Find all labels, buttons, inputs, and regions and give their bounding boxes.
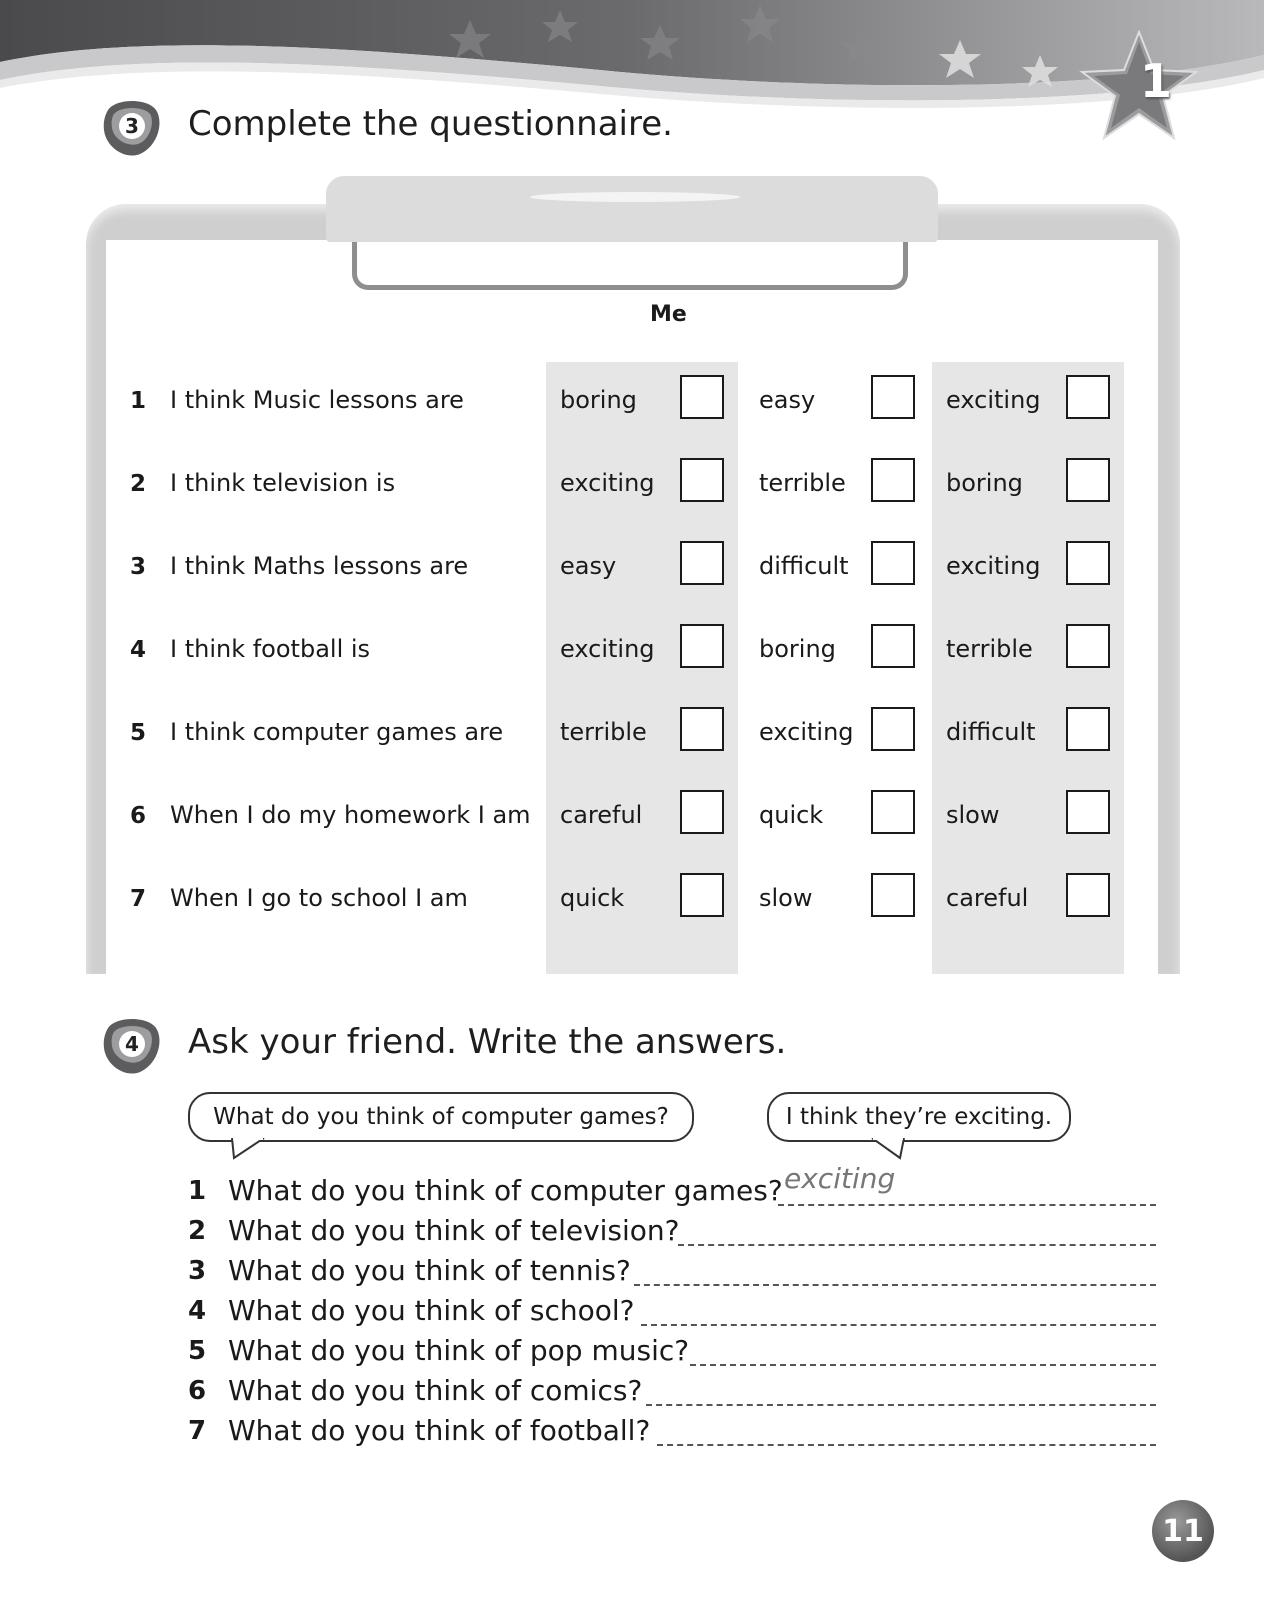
option-label: quick [560, 884, 625, 912]
speech-bubble-answer: I think they’re exciting. [767, 1092, 1071, 1142]
option-label: exciting [560, 635, 655, 663]
option-checkbox[interactable] [1066, 707, 1110, 751]
option-label: exciting [946, 386, 1041, 414]
question-text: What do you think of comics? [228, 1374, 643, 1407]
speech-bubble-question: What do you think of computer games? [188, 1092, 694, 1142]
question-number: 7 [188, 1416, 207, 1446]
bubble-tail-icon [870, 1138, 910, 1162]
option-label: easy [560, 552, 617, 580]
question-number: 5 [188, 1336, 207, 1366]
option-checkbox[interactable] [680, 790, 724, 834]
row-statement: I think computer games are [170, 718, 504, 746]
question-text: What do you think of pop music? [228, 1334, 690, 1367]
option-label: easy [759, 386, 816, 414]
option-label: boring [946, 469, 1023, 497]
row-number: 5 [130, 720, 147, 746]
option-label: exciting [759, 718, 854, 746]
exercise-4-badge [100, 1014, 164, 1078]
answer-field[interactable] [778, 1204, 1156, 1206]
clipboard-clip-ring [352, 242, 908, 290]
question-number: 1 [188, 1176, 207, 1206]
question-number: 2 [188, 1216, 207, 1246]
row-number: 7 [130, 886, 147, 912]
option-checkbox[interactable] [1066, 873, 1110, 917]
option-checkbox[interactable] [871, 375, 915, 419]
option-label: slow [759, 884, 813, 912]
clipboard-clip [326, 176, 938, 242]
option-checkbox[interactable] [680, 707, 724, 751]
question-text: What do you think of football? [228, 1414, 651, 1447]
row-number: 4 [130, 637, 147, 663]
option-checkbox[interactable] [680, 873, 724, 917]
row-number: 3 [130, 554, 147, 580]
answer-field[interactable] [690, 1364, 1156, 1366]
option-checkbox[interactable] [871, 707, 915, 751]
option-checkbox[interactable] [1066, 624, 1110, 668]
exercise-3-badge [100, 96, 164, 160]
row-statement: When I do my homework I am [170, 801, 531, 829]
row-number: 6 [130, 803, 147, 829]
option-checkbox[interactable] [871, 624, 915, 668]
row-number: 2 [130, 471, 147, 497]
answer-field[interactable] [634, 1284, 1156, 1286]
option-label: exciting [946, 552, 1041, 580]
answer-field[interactable] [641, 1324, 1156, 1326]
answer-field[interactable] [657, 1444, 1156, 1446]
option-checkbox[interactable] [1066, 375, 1110, 419]
unit-number: 1 [1139, 54, 1172, 108]
option-checkbox[interactable] [1066, 790, 1110, 834]
row-statement: I think Music lessons are [170, 386, 464, 414]
option-checkbox[interactable] [871, 458, 915, 502]
option-label: quick [759, 801, 824, 829]
option-label: careful [946, 884, 1029, 912]
option-label: terrible [560, 718, 647, 746]
clip-shine [530, 192, 740, 202]
question-number: 3 [188, 1256, 207, 1286]
option-checkbox[interactable] [680, 541, 724, 585]
question-number: 4 [188, 1296, 207, 1326]
column-header-me: Me [650, 302, 687, 327]
option-label: careful [560, 801, 643, 829]
option-label: terrible [759, 469, 846, 497]
row-statement: I think football is [170, 635, 371, 663]
exercise-3-number: 3 [125, 114, 139, 138]
bubble-tail-icon [230, 1138, 270, 1162]
option-label: exciting [560, 469, 655, 497]
row-statement: I think television is [170, 469, 396, 497]
option-checkbox[interactable] [871, 541, 915, 585]
question-number: 6 [188, 1376, 207, 1406]
exercise-4-title: Ask your friend. Write the answers. [188, 1022, 787, 1062]
question-text: What do you think of tennis? [228, 1254, 631, 1287]
row-number: 1 [130, 388, 147, 414]
question-text: What do you think of computer games? [228, 1174, 783, 1207]
row-statement: I think Maths lessons are [170, 552, 469, 580]
exercise-4-number: 4 [125, 1032, 139, 1056]
option-checkbox[interactable] [871, 873, 915, 917]
option-checkbox[interactable] [680, 458, 724, 502]
option-checkbox[interactable] [871, 790, 915, 834]
row-statement: When I go to school I am [170, 884, 468, 912]
option-checkbox[interactable] [680, 624, 724, 668]
page-number: 11 [1152, 1500, 1214, 1562]
option-label: terrible [946, 635, 1033, 663]
option-checkbox[interactable] [680, 375, 724, 419]
question-text: What do you think of television? [228, 1214, 680, 1247]
answer-field[interactable] [646, 1404, 1156, 1406]
option-label: boring [759, 635, 836, 663]
question-text: What do you think of school? [228, 1294, 635, 1327]
option-checkbox[interactable] [1066, 541, 1110, 585]
option-label: difficult [946, 718, 1036, 746]
answer-field[interactable] [678, 1244, 1156, 1246]
handwritten-answer: exciting [784, 1162, 896, 1195]
option-label: difficult [759, 552, 849, 580]
exercise-3-title: Complete the questionnaire. [188, 104, 673, 144]
option-checkbox[interactable] [1066, 458, 1110, 502]
option-label: slow [946, 801, 1000, 829]
option-label: boring [560, 386, 637, 414]
